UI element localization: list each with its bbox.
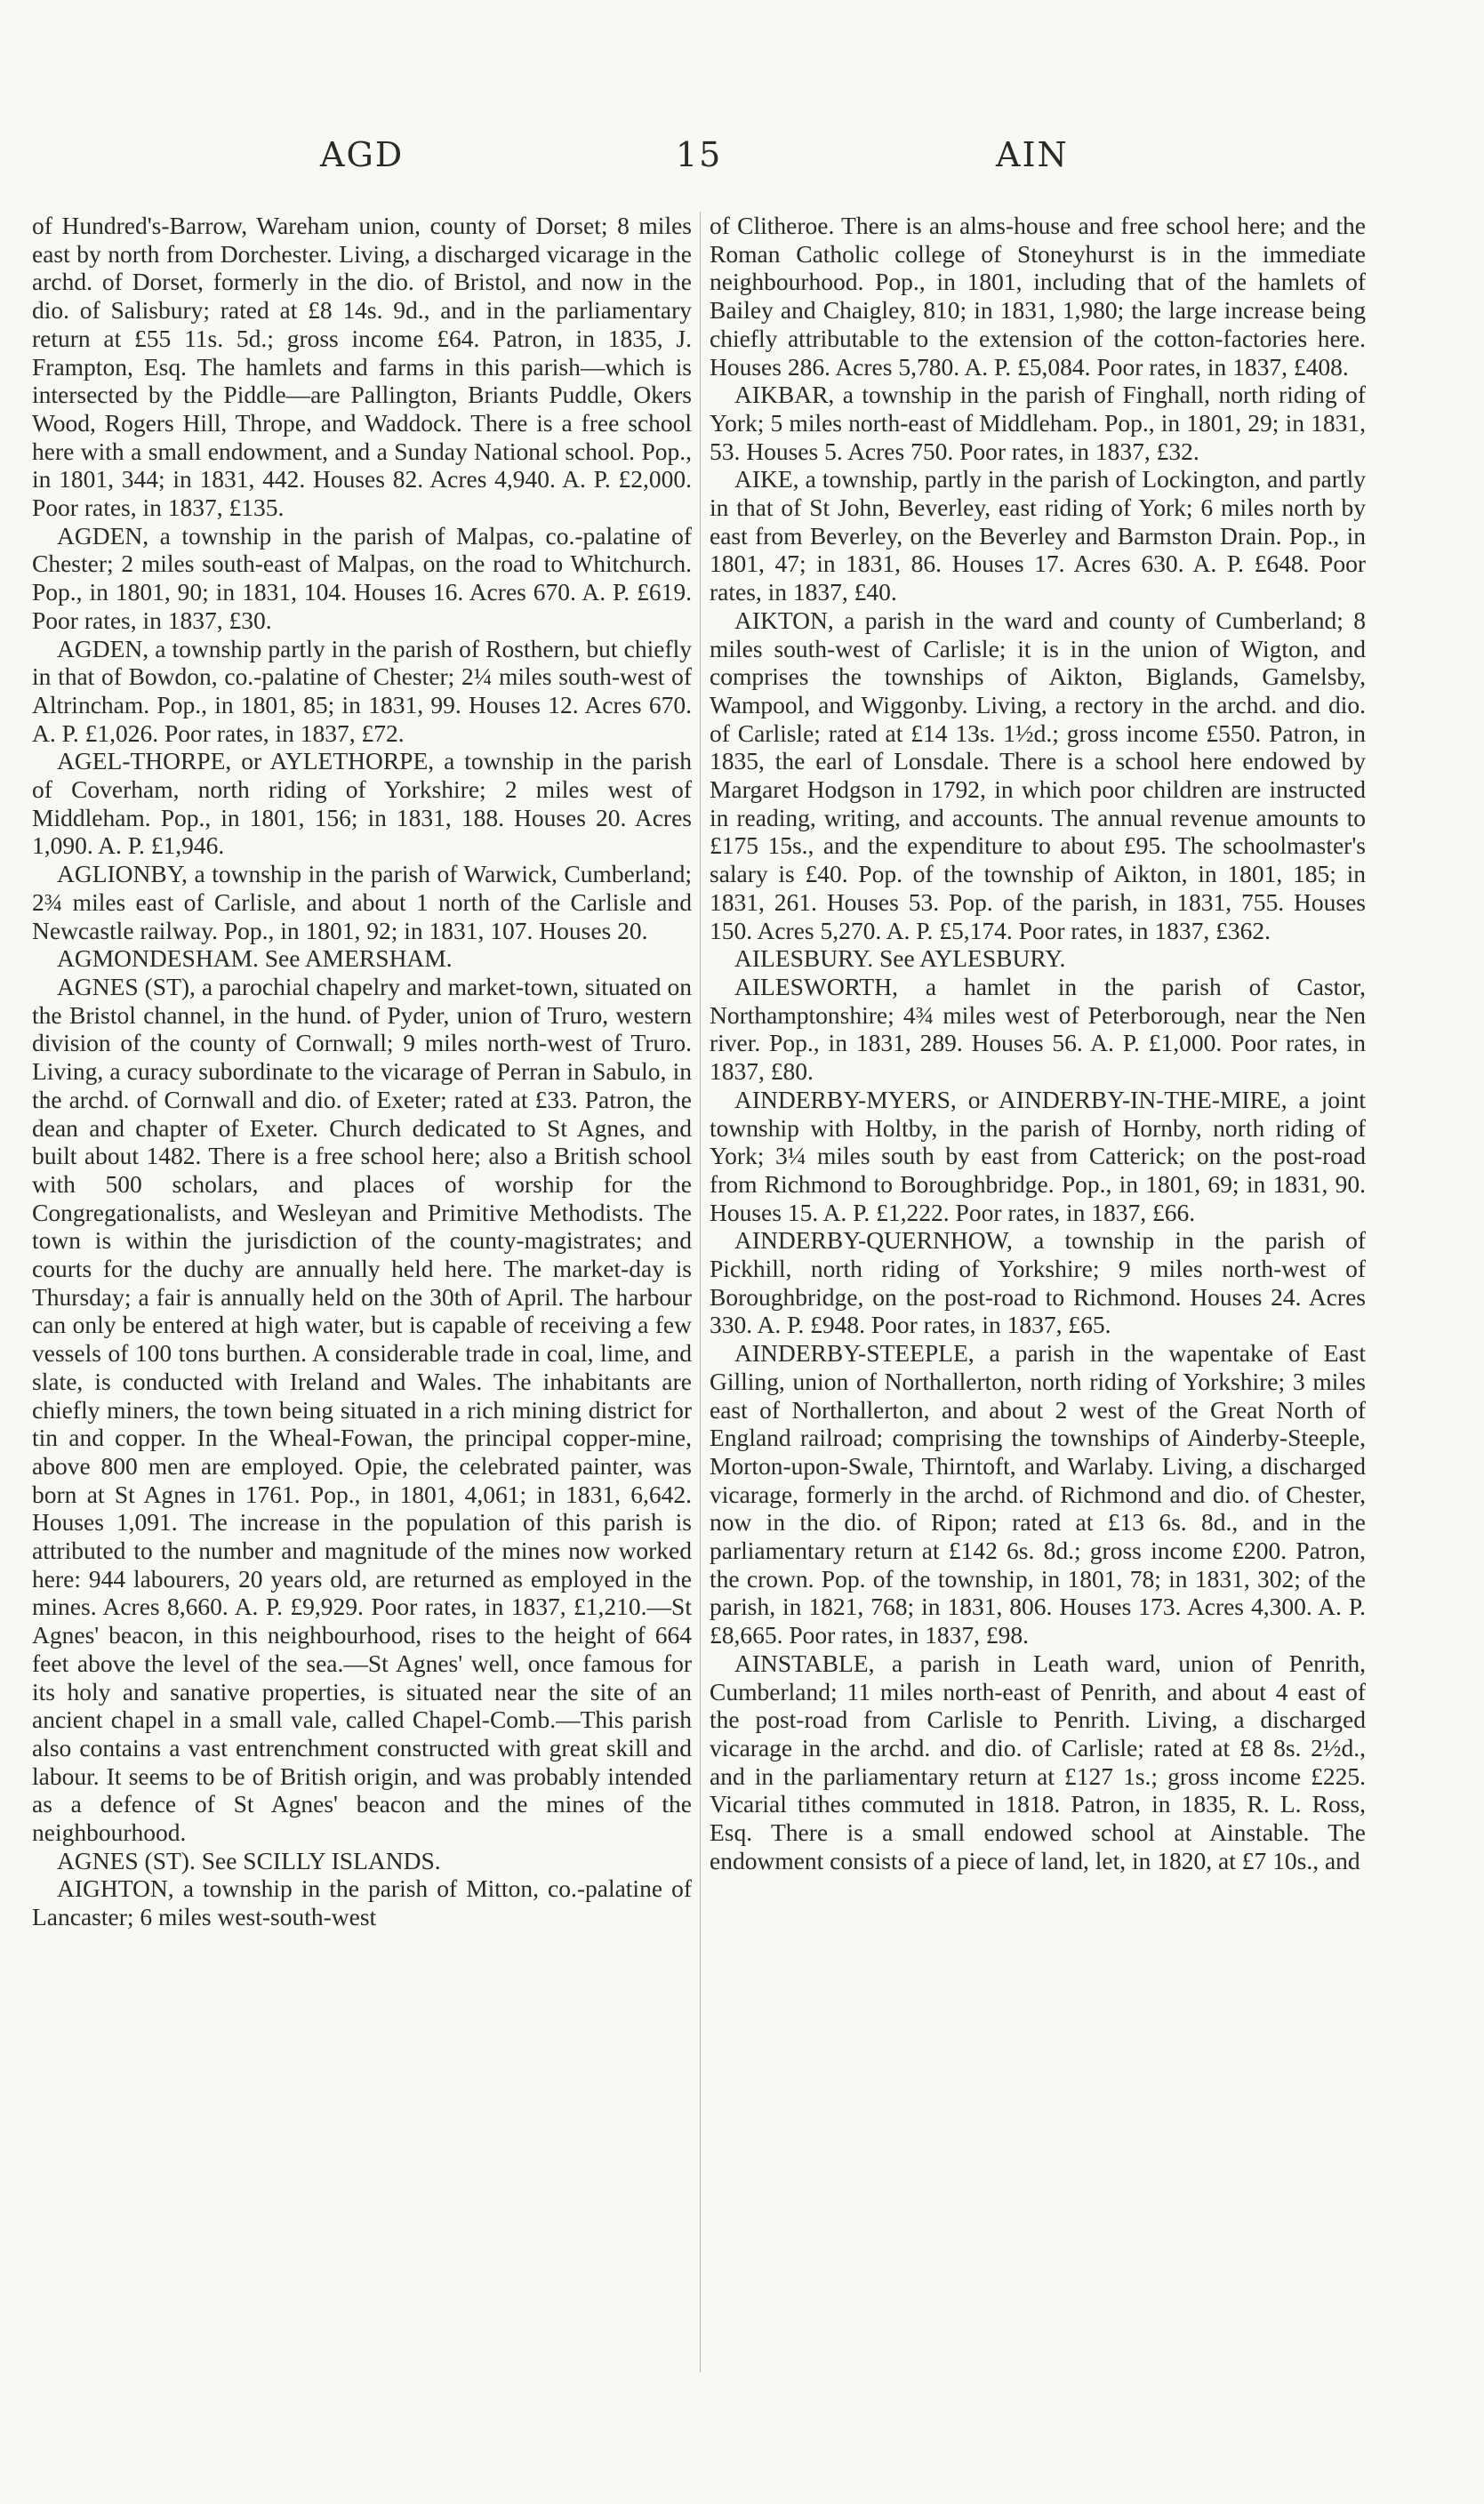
entry-aglionby: AGLIONBY, a township in the parish of Warwick, Cumberland; 2¾ miles east of Carlisle, and about 1 north of the Carlisle and Newcastle railway. Pop., in 1801, 92; in 1831, 107. Houses 20. [32, 860, 692, 944]
entry-continuation: of Clitheroe. There is an alms-house and free school here; and the Roman Catholic college of Stoneyhurst is in the immediate neighbourhood. Pop., in 1801, including that of the hamlets of Bailey and Chaigley, 810; in 1831, 1,980; the large increase being chiefly attributable to the extension of the cotton-factories here. Houses 286. Acres 5,780. A. P. £5,084. Poor rates, in 1837, £408. [710, 212, 1366, 381]
entry-agmondesham: AGMONDESHAM. See AMERSHAM. [57, 944, 453, 973]
left-column [32, 212, 692, 1931]
entry-continuation: of Hundred's-Barrow, Wareham union, county of Dorset; 8 miles east by north from Dorchester. Living, a discharged vicarage in the archd. of Dorset, formerly in the dio. of Bristol, and now in the dio. of Salisbury; rated at £8 14s. 9d., and in the parliamentary return at £55 11s. 5d.; gross income £64. Patron, in 1835, J. Frampton, Esq. The hamlets and farms in this parish—which is intersected by the Piddle—are Pallington, Briants Puddle, Okers Wood, Rogers Hill, Thrope, and Waddock. There is a free school here with a small endowment, and a Sunday National school. Pop., in 1801, 344; in 1831, 442. Houses 82. Acres 4,940. A. P. £2,000. Poor rates, in 1837, £135. [32, 212, 692, 522]
entry-ailesbury: AILESBURY. See AYLESBURY. [734, 944, 1066, 973]
entry-aike: AIKE, a township, partly in the parish of Lockington, and partly in that of St John, Beverley, east riding of York; 6 miles north by east from Beverley, on the Beverley and Barmston Drain. Pop., in 1801, 47; in 1831, 86. Houses 17. Acres 630. A. P. £648. Poor rates, in 1837, £40. [710, 465, 1366, 606]
entry-ainderby-steeple: AINDERBY-STEEPLE, a parish in the wapentake of East Gilling, union of Northallerton, north riding of Yorkshire; 3 miles east of Northallerton, and about 2 west of the Great North of England railroad; comprising the townships of Ainderby-Steeple, Morton-upon-Swale, Thirntoft, and Warlaby. Living, a discharged vicarage, formerly in the archd. of Richmond and dio. of Chester, now in the dio. of Ripon; rated at £13 6s. 8d., and in the parliamentary return at £142 6s. 8d.; gross income £200. Patron, the crown. Pop. of the township, in 1801, 78; in 1831, 302; of the parish, in 1821, 768; in 1831, 806. Houses 173. Acres 4,300. A. P. £8,665. Poor rates, in 1837, £98. [710, 1339, 1366, 1649]
entry-ainstable: AINSTABLE, a parish in Leath ward, union of Penrith, Cumberland; 11 miles north-east of Penrith, and about 4 east of the post-road from Carlisle to Penrith. Living, a discharged vicarage in the archd. and dio. of Carlisle; rated at £8 8s. 2½d., and in the parliamentary return at £127 1s.; gross income £225. Vicarial tithes commuted in 1818. Patron, in 1835, R. L. Ross, Esq. There is a small endowed school at Ainstable. The endowment consists of a piece of land, let, in 1820, at £7 10s., and [710, 1649, 1366, 1874]
entry-ainderby-myers: AINDERBY-MYERS, or AINDERBY-IN-THE-MIRE, a joint township with Holtby, in the parish of Hornby, north riding of York; 3¼ miles south by east from Catterick; on the post-road from Richmond to Boroughbridge. Pop., in 1801, 69; in 1831, 90. Houses 15. A. P. £1,222. Poor rates, in 1837, £66. [710, 1085, 1366, 1226]
entry-agden-rosthern: AGDEN, a township partly in the parish of Rosthern, but chiefly in that of Bowdon, co.-palatine of Chester; 2¼ miles south-west of Altrincham. Pop., in 1801, 85; in 1831, 99. Houses 12. Acres 670. A. P. £1,026. Poor rates, in 1837, £72. [32, 634, 692, 747]
right-column [710, 212, 1366, 1874]
entry-aikbar: AIKBAR, a township in the parish of Finghall, north riding of York; 5 miles north-east of Middleham. Pop., in 1801, 29; in 1831, 53. Houses 5. Acres 750. Poor rates, in 1837, £32. [710, 381, 1366, 465]
entry-agden-malpas: AGDEN, a township in the parish of Malpas, co.-palatine of Chester; 2 miles south-east of Malpas, on the road to Whitchurch. Pop., in 1801, 90; in 1831, 104. Houses 16. Acres 670. A. P. £619. Poor rates, in 1837, £30. [32, 521, 692, 634]
entry-agnes-st: AGNES (ST), a parochial chapelry and market-town, situated on the Bristol channel, in the hund. of Pyder, union of Truro, western division of the county of Cornwall; 9 miles north-west of Truro. Living, a curacy subordinate to the vicarage of Perran in Sabulo, in the archd. of Cornwall and dio. of Exeter; rated at £33. Patron, the dean and chapter of Exeter. Church dedicated to St Agnes, and built about 1482. There is a free school here; also a British school with 500 scholars, and places of worship for the Congregationalists, and Wesleyan and Primitive Methodists. The town is within the jurisdiction of the county-magistrates; and courts for the duchy are annually held here. The market-day is Thursday; a fair is annually held on the 30th of April. The harbour can only be entered at high water, but is capable of receiving a few vessels of 100 tons burthen. A considerable trade in coal, lime, and slate, is conducted with Ireland and Wales. The inhabitants are chiefly miners, the town being situated in a rich mining district for tin and copper. In the Wheal-Fowan, the principal copper-mine, above 800 men are employed. Opie, the celebrated painter, was born at St Agnes in 1761. Pop., in 1801, 4,061; in 1831, 6,642. Houses 1,091. The increase in the population of this parish is attributed to the number and magnitude of the mines now worked here: 944 labourers, 20 years old, are returned as employed in the mines. Acres 8,660. A. P. £9,929. Poor rates, in 1837, £1,210.—St Agnes' beacon, in this neighbourhood, rises to the height of 664 feet above the level of the sea.—St Agnes' well, once famous for its holy and sanative properties, is situated near the site of an ancient chapel in a small vale, called Chapel-Comb.—This parish also contains a vast entrenchment constructed with great skill and labour. It seems to be of British origin, and was probably intended as a defence of St Agnes' beacon and the mines of the neighbourhood. [32, 972, 692, 1847]
entry-agnes-st-scilly: AGNES (ST). See SCILLY ISLANDS. [57, 1846, 441, 1874]
entry-ainderby-quernhow: AINDERBY-QUERNHOW, a township in the parish of Pickhill, north riding of Yorkshire; 9 miles north-west of Boroughbridge, on the post-road to Richmond. Houses 24. Acres 330. A. P. £948. Poor rates, in 1837, £65. [710, 1226, 1366, 1339]
entry-agel-thorpe: AGEL-THORPE, or AYLETHORPE, a township in the parish of Coverham, north riding of Yorkshire; 2 miles west of Middleham. Pop., in 1801, 156; in 1831, 188. Houses 20. Acres 1,090. A. P. £1,946. [32, 747, 692, 860]
entry-ailesworth: AILESWORTH, a hamlet in the parish of Castor, Northamptonshire; 4¾ miles west of Peterborough, near the Nen river. Pop., in 1831, 289. Houses 56. A. P. £1,000. Poor rates, in 1837, £80. [710, 972, 1366, 1086]
header-last-entry: AIN [996, 135, 1069, 174]
entry-aikton: AIKTON, a parish in the ward and county of Cumberland; 8 miles south-west of Carlisle; it is in the union of Wigton, and comprises the townships of Aikton, Biglands, Gamelsby, Wampool, and Wiggonby. Living, a rectory in the archd. and dio. of Carlisle; rated at £14 13s. 1½d.; gross income £550. Patron, in 1835, the earl of Lonsdale. There is a school here endowed by Margaret Hodgson in 1792, in which poor children are instructed in reading, writing, and accounts. The annual revenue amounts to £175 15s., and the expenditure to about £95. The schoolmaster's salary is £40. Pop. of the township of Aikton, in 1801, 185; in 1831, 261. Houses 53. Pop. of the parish, in 1831, 755. Houses 150. Acres 5,270. A. P. £5,174. Poor rates, in 1837, £362. [710, 606, 1366, 944]
running-header [0, 135, 1484, 185]
page-number: 15 [676, 135, 723, 174]
entry-aighton: AIGHTON, a township in the parish of Mitton, co.-palatine of Lancaster; 6 miles west-south-west [32, 1874, 692, 1931]
column-divider [700, 212, 701, 2372]
header-first-entry: AGD [320, 135, 405, 174]
